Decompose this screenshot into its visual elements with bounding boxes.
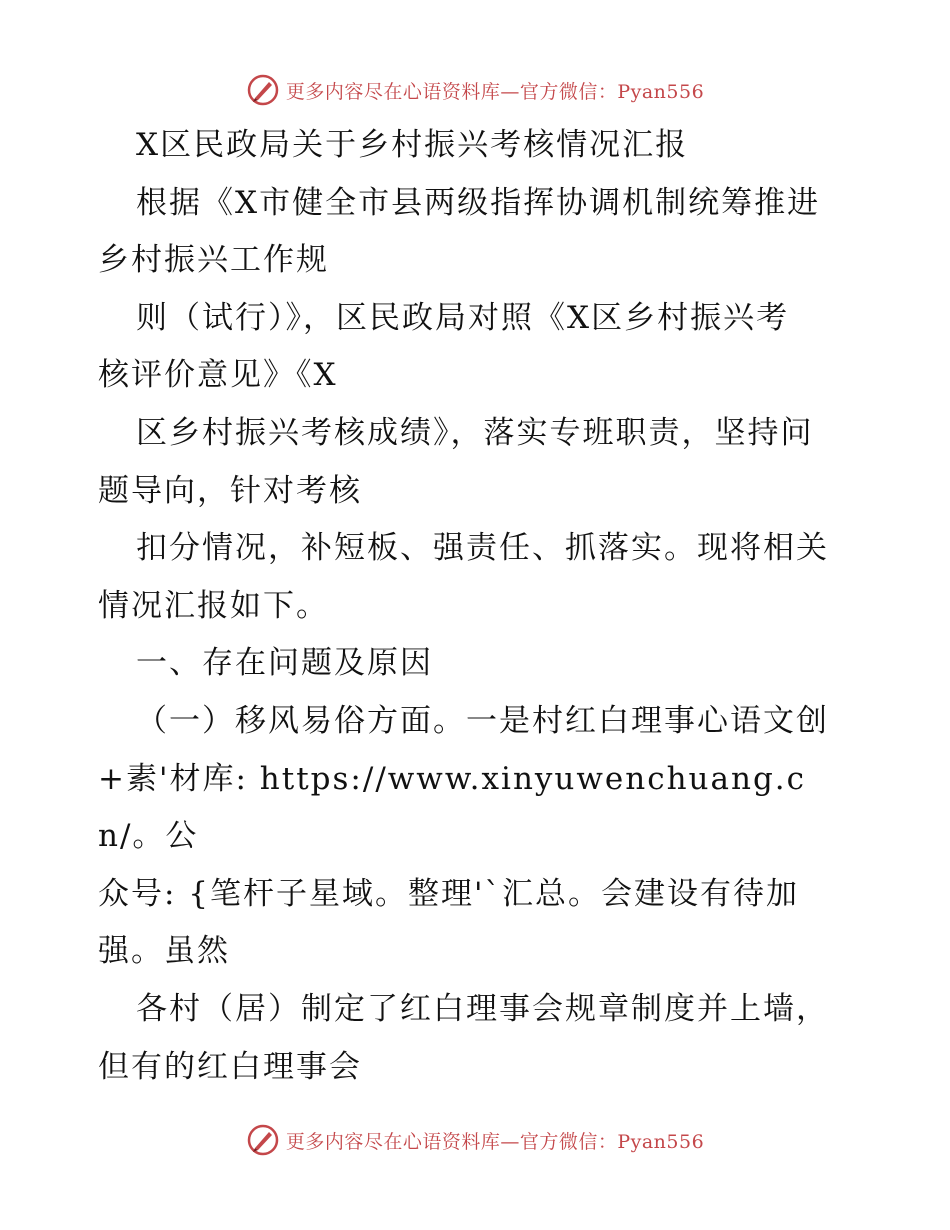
doc-line: 众号: {笔杆子星域。整理'`汇总。会建设有待加 — [98, 875, 800, 912]
doc-line: 则（试行）》，区民政局对照《X区乡村振兴考 — [136, 299, 790, 336]
pen-logo-icon — [246, 1123, 280, 1157]
doc-line: 区乡村振兴考核成绩》，落实专班职责，坚持问 — [136, 414, 814, 451]
doc-line: 乡村振兴工作规 — [98, 242, 329, 279]
doc-line: 但有的红白理事会 — [98, 1048, 362, 1085]
doc-line: +素'材库: https://www.xinyuwenchuang.cn/。公 — [98, 760, 807, 855]
doc-line: 扣分情况，补短板、强责任、抓落实。现将相关 — [136, 530, 829, 567]
doc-line: 题导向，针对考核 — [98, 472, 362, 509]
banner-text: 更多内容尽在心语资料库—官方微信：Pyan556 — [285, 1130, 705, 1153]
document-body — [98, 117, 858, 1096]
header-watermark-banner — [0, 70, 950, 110]
banner-text: 更多内容尽在心语资料库—官方微信：Pyan556 — [285, 80, 705, 103]
doc-line: X区民政局关于乡村振兴考核情况汇报 — [136, 127, 689, 163]
doc-line: 核评价意见》《X — [98, 357, 338, 394]
doc-line: 一、存在问题及原因 — [136, 645, 433, 682]
pen-logo-icon — [246, 73, 280, 107]
doc-line: 强。虽然 — [98, 933, 230, 970]
doc-line: 情况汇报如下。 — [98, 587, 329, 624]
doc-line: 根据《X市健全市县两级指挥协调机制统筹推进 — [136, 184, 821, 221]
footer-watermark-banner — [0, 1120, 950, 1160]
doc-line: （一）移风易俗方面。一是村红白理事心语文创 — [136, 702, 829, 739]
doc-line: 各村（居）制定了红白理事会规章制度并上墙， — [136, 990, 829, 1027]
